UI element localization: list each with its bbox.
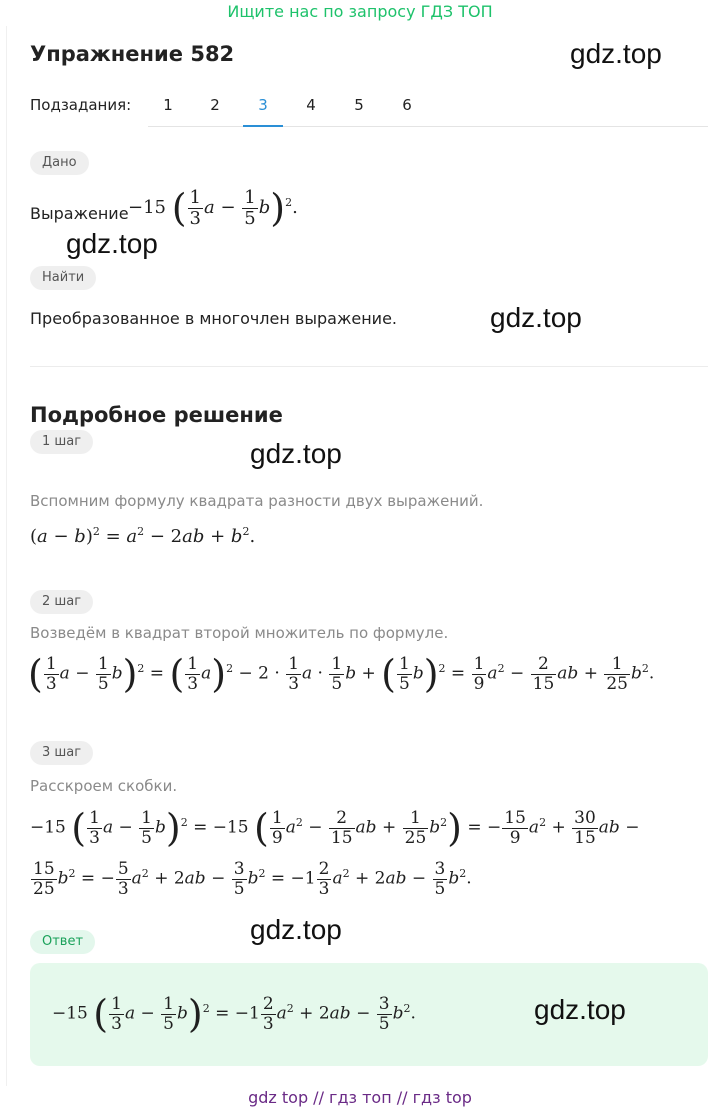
subtasks-label: Подзадания: (30, 96, 132, 114)
answer-formula: −15 ( $\frac{1}{3}$ a − $\frac{1}{5}$ b)$^2$ = −1 $\frac{2}{3}$ $a^2 + 2ab$ − $\frac{3}{5}$ $b^2$. (52, 992, 416, 1036)
watermark: gdz.top (66, 228, 158, 259)
solution-heading: Подробное решение (30, 403, 283, 427)
watermark: gdz.top (250, 914, 342, 945)
step-2-formula: ( $\frac{1}{3}$ a − $\frac{1}{5}$ b)$^2$ = ( $\frac{1}{3}$ a)$^2$ − 2 · $\frac{1}{3}$ a · $\frac{1}{5}$ b + ( $\frac{1}{5}$ b)$^2$ = $\frac{1}{9}$ $a^2$ − $\frac{2}{15}$ ab + $\frac{1}{25}$ $b^2$. (28, 652, 655, 696)
step-3-chip: 3 шаг (30, 741, 93, 765)
given-chip: Дано (30, 151, 89, 175)
step-2-text: Возведём в квадрат второй множитель по формуле. (30, 624, 449, 642)
given-text: Выражение (30, 204, 129, 223)
exercise-card (6, 26, 720, 1086)
tab-6[interactable]: 6 (402, 96, 412, 114)
tab-5[interactable]: 5 (354, 96, 364, 114)
footer-links[interactable]: gdz top // гдз топ // гдз top (248, 1088, 472, 1107)
answer-chip: Ответ (30, 930, 95, 954)
tab-1[interactable]: 1 (163, 96, 173, 114)
page-title: Упражнение 582 (30, 42, 235, 66)
step-3-formula-line-1: −15 ( $\frac{1}{3}$ a − $\frac{1}{5}$ b)$^2$ = −15 ( $\frac{1}{9}$ $a^2$ − $\frac{2}{15}$ ab + $\frac{1}{25}$ $b^2$) = − $\frac{15}{9}$ $a^2$ + $\frac{30}{15}$ ab − (30, 806, 640, 850)
find-chip: Найти (30, 266, 96, 290)
step-1-chip: 1 шаг (30, 430, 93, 454)
step-1-formula: $(a - b)^2 = a^2 - 2ab + b^2$. (30, 525, 256, 547)
given-expression: −15 ( $\frac{1}{3}$ a − $\frac{1}{5}$ b)$^2$. (128, 186, 298, 230)
watermark: gdz.top (490, 302, 582, 333)
step-3-formula-line-2: $\frac{15}{25}$ $b^2$ = − $\frac{5}{3}$ $a^2 + 2ab$ − $\frac{3}{5}$ $b^2 = -1$ $\frac{2}{3}$ $a^2 + 2ab$ − $\frac{3}{5}$ $b^2$. (33, 859, 472, 899)
step-2-chip: 2 шаг (30, 590, 93, 614)
step-1-text: Вспомним формулу квадрата разности двух выражений. (30, 492, 484, 510)
divider (30, 366, 708, 367)
subtasks-tabs (148, 88, 708, 127)
watermark: gdz.top (570, 38, 662, 69)
tab-3[interactable]: 3 (243, 88, 283, 127)
find-text: Преобразованное в многочлен выражение. (30, 309, 397, 328)
watermark: gdz.top (250, 438, 342, 469)
tab-2[interactable]: 2 (210, 96, 220, 114)
search-banner: Ищите нас по запросу ГДЗ ТОП (227, 2, 493, 21)
watermark: gdz.top (534, 994, 626, 1025)
tab-4[interactable]: 4 (306, 96, 316, 114)
step-3-text: Расскроем скобки. (30, 777, 178, 795)
